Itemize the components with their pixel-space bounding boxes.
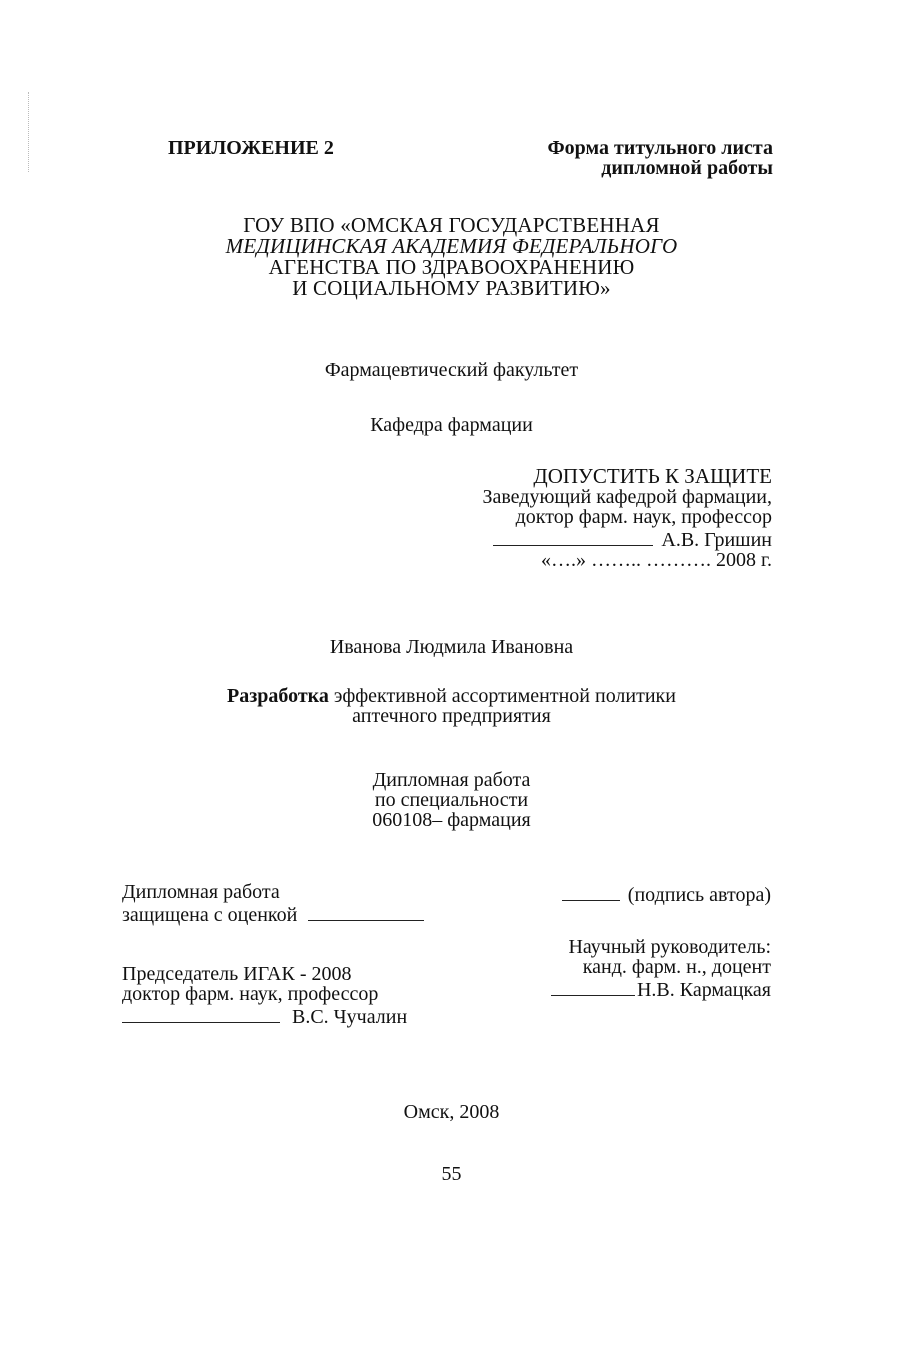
thesis-theme-line2: аптечного предприятия <box>352 705 551 727</box>
thesis-theme <box>0 686 903 726</box>
work-type-line2: по специальности <box>374 789 529 811</box>
chairman-title: Председатель ИГАК - 2008 <box>122 963 352 985</box>
supervisor-signature-row <box>551 977 771 1000</box>
appendix-label: ПРИЛОЖЕНИЕ 2 <box>168 137 334 159</box>
chairman-block <box>122 964 407 1027</box>
institution-line3: АГЕНСТВА ПО ЗДРАВООХРАНЕНИЮ <box>268 255 635 279</box>
faculty-name: Фармацевтический факультет <box>324 359 579 381</box>
work-type-block <box>0 770 903 830</box>
thesis-theme-rest: эффективной ассортиментной политики <box>328 685 676 707</box>
author-signature-label: (подпись автора) <box>627 884 771 906</box>
chairman-degree: доктор фарм. наук, профессор <box>122 983 379 1005</box>
institution-line4: И СОЦИАЛЬНОМУ РАЗВИТИЮ» <box>292 276 611 300</box>
defense-grade-label: защищена с оценкой <box>122 904 298 926</box>
thesis-theme-line1 <box>0 686 903 706</box>
supervisor-signature-line <box>551 977 635 996</box>
approval-signature-row <box>482 527 772 550</box>
approval-title: ДОПУСТИТЬ К ЗАЩИТЕ <box>533 464 772 488</box>
page-number: 55 <box>441 1163 462 1185</box>
author-signature-line <box>562 882 620 901</box>
institution-line1: ГОУ ВПО «ОМСКАЯ ГОСУДАРСТВЕННАЯ <box>243 213 660 237</box>
approval-block <box>482 466 772 570</box>
defense-line2 <box>122 902 424 925</box>
form-caption-line2: дипломной работы <box>601 157 773 179</box>
defense-line1: Дипломная работа <box>122 881 280 903</box>
supervisor-block <box>551 937 771 1000</box>
approval-signature-line <box>493 527 653 546</box>
author-name: Иванова Людмила Ивановна <box>329 636 574 658</box>
author-signature-row <box>562 882 771 905</box>
work-type-line1: Дипломная работа <box>372 769 531 791</box>
city-year: Омск, 2008 <box>403 1101 500 1123</box>
approval-name: А.В. Гришин <box>661 529 772 551</box>
approval-position1: Заведующий кафедрой фармации, <box>482 486 772 508</box>
approval-date: «….» …….. ………. 2008 г. <box>541 549 772 571</box>
defense-block <box>122 882 424 925</box>
institution-name <box>0 215 903 299</box>
chairman-signature-row <box>122 1004 407 1027</box>
supervisor-title: Научный руководитель: <box>568 936 771 958</box>
chairman-name: В.С. Чучалин <box>292 1006 408 1028</box>
supervisor-degree: канд. фарм. н., доцент <box>582 956 771 978</box>
approval-position2: доктор фарм. наук, профессор <box>515 506 772 528</box>
work-type-line3: 060108– фармация <box>372 809 531 831</box>
author-signature-block <box>562 882 771 905</box>
defense-grade-line <box>308 902 424 921</box>
form-caption <box>548 138 774 178</box>
thesis-theme-bold-word: Разработка <box>227 685 329 707</box>
supervisor-name: Н.В. Кармацкая <box>636 979 771 1001</box>
institution-line2: МЕДИЦИНСКАЯ АКАДЕМИЯ ФЕДЕРАЛЬНОГО <box>225 234 678 258</box>
form-caption-line1: Форма титульного листа <box>547 137 773 159</box>
chairman-signature-line <box>122 1004 280 1023</box>
department-name: Кафедра фармации <box>370 414 533 436</box>
scan-margin-marks <box>28 92 31 172</box>
